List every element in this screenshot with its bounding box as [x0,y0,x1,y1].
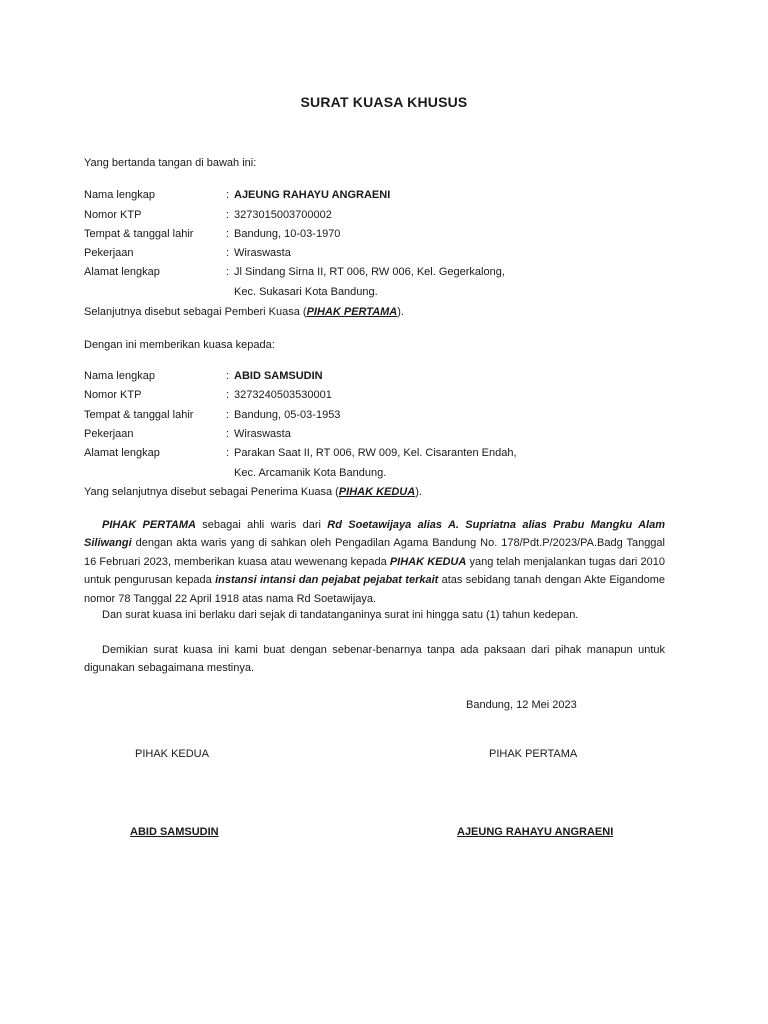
heir-name: Rd Soetawijaya alias A. Supriatna alias Prabu Mangku Alam Siliwangi [84,519,666,550]
closing-text: Selanjutnya disebut sebagai Pemberi Kuasa ( [84,306,307,318]
field-colon: : [226,189,230,201]
field-label: Nomor KTP [84,209,142,221]
field-colon: : [226,370,230,382]
closing-text: Yang selanjutnya disebut sebagai Penerima Kuasa ( [84,486,339,498]
body-paragraph-main [84,516,665,608]
closing-text-end: ). [397,306,404,318]
party-first-label: PIHAK PERTAMA [306,306,398,318]
grantor-closing [84,305,404,319]
grantor-address-cont: Kec. Sukasari Kota Bandung. [234,286,378,298]
body-text: yang telah menjalankan tugas dari 2010 untuk pengurusan kepada [84,555,665,587]
institutions-ref: instansi intansi dan pejabat pejabat terkait [215,574,439,587]
intro-text: Yang bertanda tangan di bawah ini: [84,157,257,169]
signature-label-first-party: PIHAK PERTAMA [489,748,578,760]
grantor-birth: Bandung, 10-03-1970 [234,228,341,240]
closing-text-end: ). [415,486,422,498]
party-second-label: PIHAK KEDUA [338,486,416,498]
field-label: Nomor KTP [84,389,142,401]
grantee-ktp: 3273240503530001 [234,389,332,401]
closing-paragraph [84,641,665,678]
field-colon: : [226,266,230,278]
field-label: Alamat lengkap [84,447,160,459]
grantee-closing [84,485,422,499]
grantor-ktp: 3273015003700002 [234,209,332,221]
transition-text: Dengan ini memberikan kuasa kepada: [84,339,275,351]
grantor-name: AJEUNG RAHAYU ANGRAENI [234,189,391,201]
field-label: Nama lengkap [84,189,155,201]
grantor-address: Jl Sindang Sirna II, RT 006, RW 006, Kel. Gegerkalong, [234,266,505,278]
grantee-birth: Bandung, 05-03-1953 [234,409,341,421]
grantee-address: Parakan Saat II, RT 006, RW 009, Kel. Cisaranten Endah, [234,447,517,459]
grantee-job: Wiraswasta [234,428,291,440]
field-label: Tempat & tanggal lahir [84,228,194,240]
field-label: Pekerjaan [84,247,134,259]
field-colon: : [226,228,230,240]
field-colon: : [226,209,230,221]
place-date: Bandung, 12 Mei 2023 [466,699,577,711]
field-label: Pekerjaan [84,428,134,440]
field-colon: : [226,447,230,459]
field-label: Tempat & tanggal lahir [84,409,194,421]
field-label: Nama lengkap [84,370,155,382]
closing-statement: Demikian surat kuasa ini kami buat dengan sebenar-benarnya tanpa ada paksaan dari pihak manapun untuk digunakan sebagaimana mestinya. [84,644,665,675]
document-title: SURAT KUASA KHUSUS [300,94,468,110]
field-colon: : [226,409,230,421]
field-colon: : [226,247,230,259]
validity-paragraph: Dan surat kuasa ini berlaku dari sejak di tandatanganinya surat ini hingga satu (1) tahun kedepan. [102,609,579,621]
body-text: atas sebidang tanah dengan Akte Eigandome nomor 78 Tanggal 22 April 1918 atas nama Rd Soetawijaya. [84,574,665,605]
grantee-name: ABID SAMSUDIN [234,370,323,382]
signature-name-first-party: AJEUNG RAHAYU ANGRAENI [457,826,614,838]
field-colon: : [226,428,230,440]
field-colon: : [226,389,230,401]
body-text: dengan akta waris yang di sahkan oleh Pengadilan Agama Bandung No. 178/Pdt.P/2023/PA.Badg Tanggal 16 Februari 2023, memberikan kuasa atau wewenang kepada [84,537,665,568]
party-second-ref: PIHAK KEDUA [389,555,467,568]
signature-label-second-party: PIHAK KEDUA [135,748,209,760]
grantor-job: Wiraswasta [234,247,291,259]
signature-name-second-party: ABID SAMSUDIN [130,826,219,838]
grantee-address-cont: Kec. Arcamanik Kota Bandung. [234,467,387,479]
field-label: Alamat lengkap [84,266,160,278]
body-text: sebagai ahli waris dari [195,519,328,531]
party-first-ref: PIHAK PERTAMA [102,519,196,531]
